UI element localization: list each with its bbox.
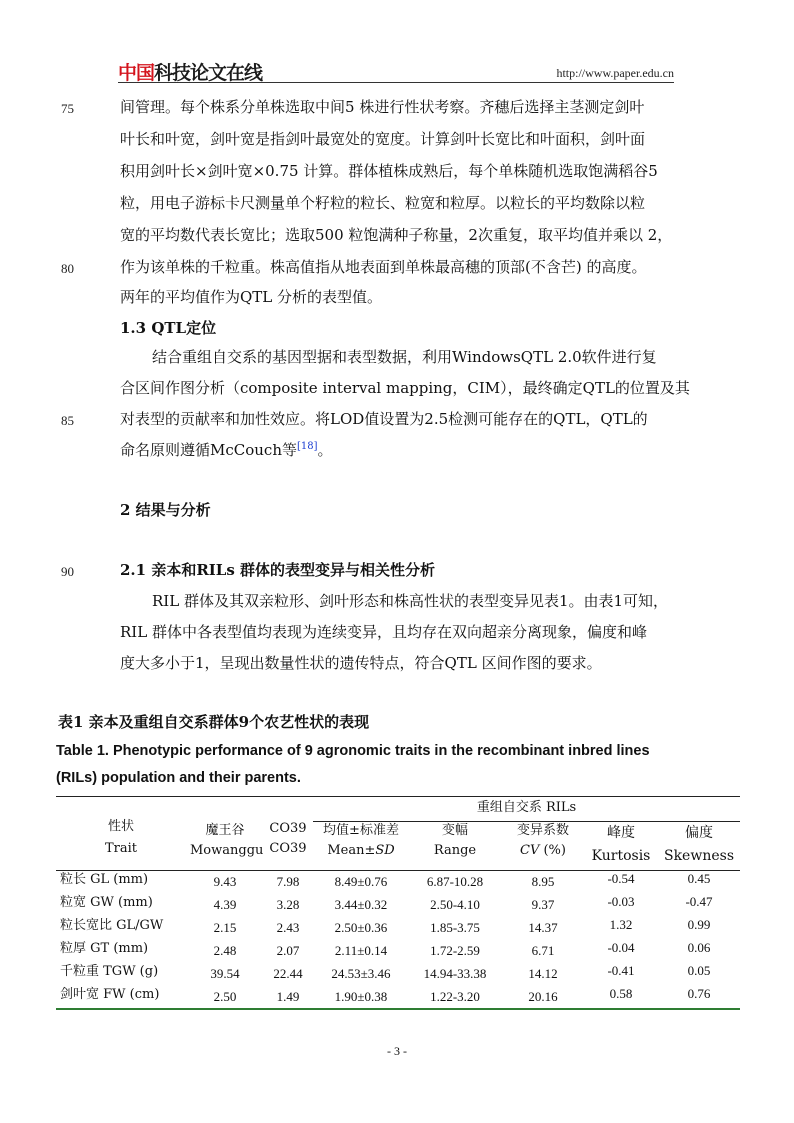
cell-cv: 9.37 — [531, 897, 555, 912]
row-trait: 粒长宽比 GL/GW — [60, 918, 164, 933]
header-parent1-cn: 魔王谷 — [205, 823, 245, 838]
cell-parent1: 2.48 — [213, 943, 237, 958]
cell-skewness: 0.76 — [687, 986, 711, 1001]
body-line-with-citation: 命名原则遵循McCouch等[18]。 — [120, 441, 333, 459]
cell-parent2: 3.28 — [276, 897, 300, 912]
header-kurtosis-en: Kurtosis — [591, 848, 651, 864]
body-line: 度大多小于1，呈现出数量性状的遗传特点，符合QTL 区间作图的要求。 — [120, 654, 602, 672]
header-trait-cn: 性状 — [107, 819, 134, 834]
body-line: 叶长和叶宽，剑叶宽是指剑叶最宽处的宽度。计算剑叶长宽比和叶面积，剑叶面 — [120, 130, 646, 148]
cell-range: 1.22-3.20 — [430, 989, 480, 1004]
cell-range: 2.50-4.10 — [430, 897, 480, 912]
header-parent2-cn: CO39 — [269, 821, 307, 836]
cell-parent1: 2.50 — [213, 989, 237, 1004]
section-heading-1-3: 1.3 QTL定位 — [120, 319, 217, 337]
cell-parent1: 9.43 — [213, 874, 237, 889]
cell-mean: 1.90±0.38 — [334, 989, 388, 1004]
row-trait: 千粒重 TGW (g) — [60, 964, 159, 979]
row-trait: 粒长 GL (mm) — [60, 872, 149, 887]
body-line: 合区间作图分析（composite interval mapping，CIM），最终确定QTL的位置及其 — [120, 379, 690, 397]
row-trait: 粒宽 GW (mm) — [60, 895, 153, 910]
header-range-en: Range — [433, 843, 477, 858]
cell-parent2: 2.07 — [276, 943, 300, 958]
header-rule — [118, 82, 674, 83]
cell-parent1: 39.54 — [210, 966, 240, 981]
cell-mean: 2.50±0.36 — [334, 920, 388, 935]
section-heading-2: 2 结果与分析 — [120, 501, 211, 519]
cell-kurtosis: 0.58 — [609, 986, 633, 1001]
cell-parent2: 7.98 — [276, 874, 300, 889]
group-header: 重组自交系 RILs — [476, 800, 577, 815]
line-number: 80 — [61, 261, 74, 276]
cell-kurtosis: 1.32 — [609, 917, 633, 932]
table-caption-cn: 表1 亲本及重组自交系群体9个农艺性状的表现 — [58, 713, 370, 731]
section-heading-2-1: 2.1 亲本和RILs 群体的表型变异与相关性分析 — [120, 561, 436, 579]
cell-skewness: -0.47 — [685, 894, 713, 909]
body-line: 粒，用电子游标卡尺测量单个籽粒的粒长、粒宽和粒厚。以粒长的平均数除以粒 — [120, 194, 646, 212]
cell-cv: 6.71 — [531, 943, 555, 958]
header-mean-cn: 均值±标准差 — [323, 823, 399, 838]
cell-cv: 20.16 — [528, 989, 558, 1004]
body-line: 作为该单株的千粒重。株高值指从地表面到单株最高穗的顶部(不含芒) 的高度。 — [120, 258, 647, 276]
page-header — [118, 58, 674, 82]
citation-link[interactable]: [18] — [297, 441, 318, 452]
header-range-cn: 变幅 — [441, 823, 468, 838]
body-line: 积用剑叶长×剑叶宽×0.75 计算。群体植株成熟后，每个单株随机选取饱满稻谷5 — [120, 162, 658, 180]
cell-skewness: 0.05 — [687, 963, 711, 978]
body-line: 宽的平均数代表长宽比；选取500 粒饱满种子称量，2次重复，取平均值并乘以 2， — [120, 226, 673, 244]
body-line: RIL 群体及其双亲粒形、剑叶形态和株高性状的表型变异见表1。由表1可知， — [152, 592, 669, 610]
journal-logo: 中国科技论文在线 — [118, 62, 263, 84]
cell-kurtosis: -0.03 — [607, 894, 635, 909]
body-line: 结合重组自交系的基因型据和表型数据，利用WindowsQTL 2.0软件进行复 — [152, 348, 657, 366]
cell-cv: 14.12 — [528, 966, 558, 981]
line-number: 75 — [61, 101, 74, 116]
body-line: 间管理。每个株系分单株选取中间5 株进行性状考察。齐穗后选择主茎测定剑叶 — [120, 98, 645, 116]
header-parent1-en: Mowanggu — [190, 843, 264, 858]
body-line: 对表型的贡献率和加性效应。将LOD值设置为2.5检测可能存在的QTL，QTL的 — [120, 410, 648, 428]
cell-skewness: 0.45 — [687, 871, 711, 886]
table-bottom-rule — [56, 1008, 740, 1010]
row-trait: 剑叶宽 FW (cm) — [60, 987, 160, 1002]
cell-mean: 2.11±0.14 — [334, 943, 388, 958]
cell-mean: 8.49±0.76 — [334, 874, 388, 889]
cell-cv: 14.37 — [528, 920, 558, 935]
header-mean-en: Mean±SD — [327, 843, 395, 858]
header-skewness-cn: 偏度 — [685, 825, 713, 841]
header-trait-en: Trait — [104, 841, 138, 856]
cell-parent2: 22.44 — [273, 966, 303, 981]
body-line: 两年的平均值作为QTL 分析的表型值。 — [120, 288, 383, 306]
header-parent2-en: CO39 — [269, 841, 307, 856]
cell-mean: 3.44±0.32 — [334, 897, 388, 912]
cell-parent2: 2.43 — [276, 920, 300, 935]
header-url[interactable]: http://www.paper.edu.cn — [556, 66, 674, 80]
header-cv-en: CV (%) — [520, 843, 566, 858]
cell-mean: 24.53±3.46 — [331, 966, 391, 981]
cell-kurtosis: -0.04 — [607, 940, 635, 955]
table-caption-en: (RILs) population and their parents. — [56, 770, 301, 786]
cell-parent1: 2.15 — [213, 920, 237, 935]
cell-range: 1.72-2.59 — [430, 943, 480, 958]
cell-range: 14.94-33.38 — [423, 966, 487, 981]
cell-range: 1.85-3.75 — [430, 920, 480, 935]
header-skewness-en: Skewness — [663, 848, 734, 864]
line-number: 90 — [61, 564, 74, 579]
cell-kurtosis: -0.54 — [607, 871, 635, 886]
cell-cv: 8.95 — [531, 874, 555, 889]
cell-skewness: 0.06 — [687, 940, 711, 955]
line-number: 85 — [61, 413, 74, 428]
table-caption-en: Table 1. Phenotypic performance of 9 agronomic traits in the recombinant inbred lines — [56, 743, 650, 759]
cell-kurtosis: -0.41 — [607, 963, 635, 978]
row-trait: 粒厚 GT (mm) — [60, 941, 149, 956]
header-cv-cn: 变异系数 — [516, 823, 569, 838]
cell-range: 6.87-10.28 — [426, 874, 484, 889]
cell-parent2: 1.49 — [276, 989, 300, 1004]
header-kurtosis-cn: 峰度 — [607, 825, 635, 841]
cell-parent1: 4.39 — [213, 897, 237, 912]
body-line: RIL 群体中各表型值均表现为连续变异，且均存在双向超亲分离现象，偏度和峰 — [120, 623, 647, 641]
cell-skewness: 0.99 — [687, 917, 711, 932]
page-number: - 3 - — [387, 1044, 407, 1058]
